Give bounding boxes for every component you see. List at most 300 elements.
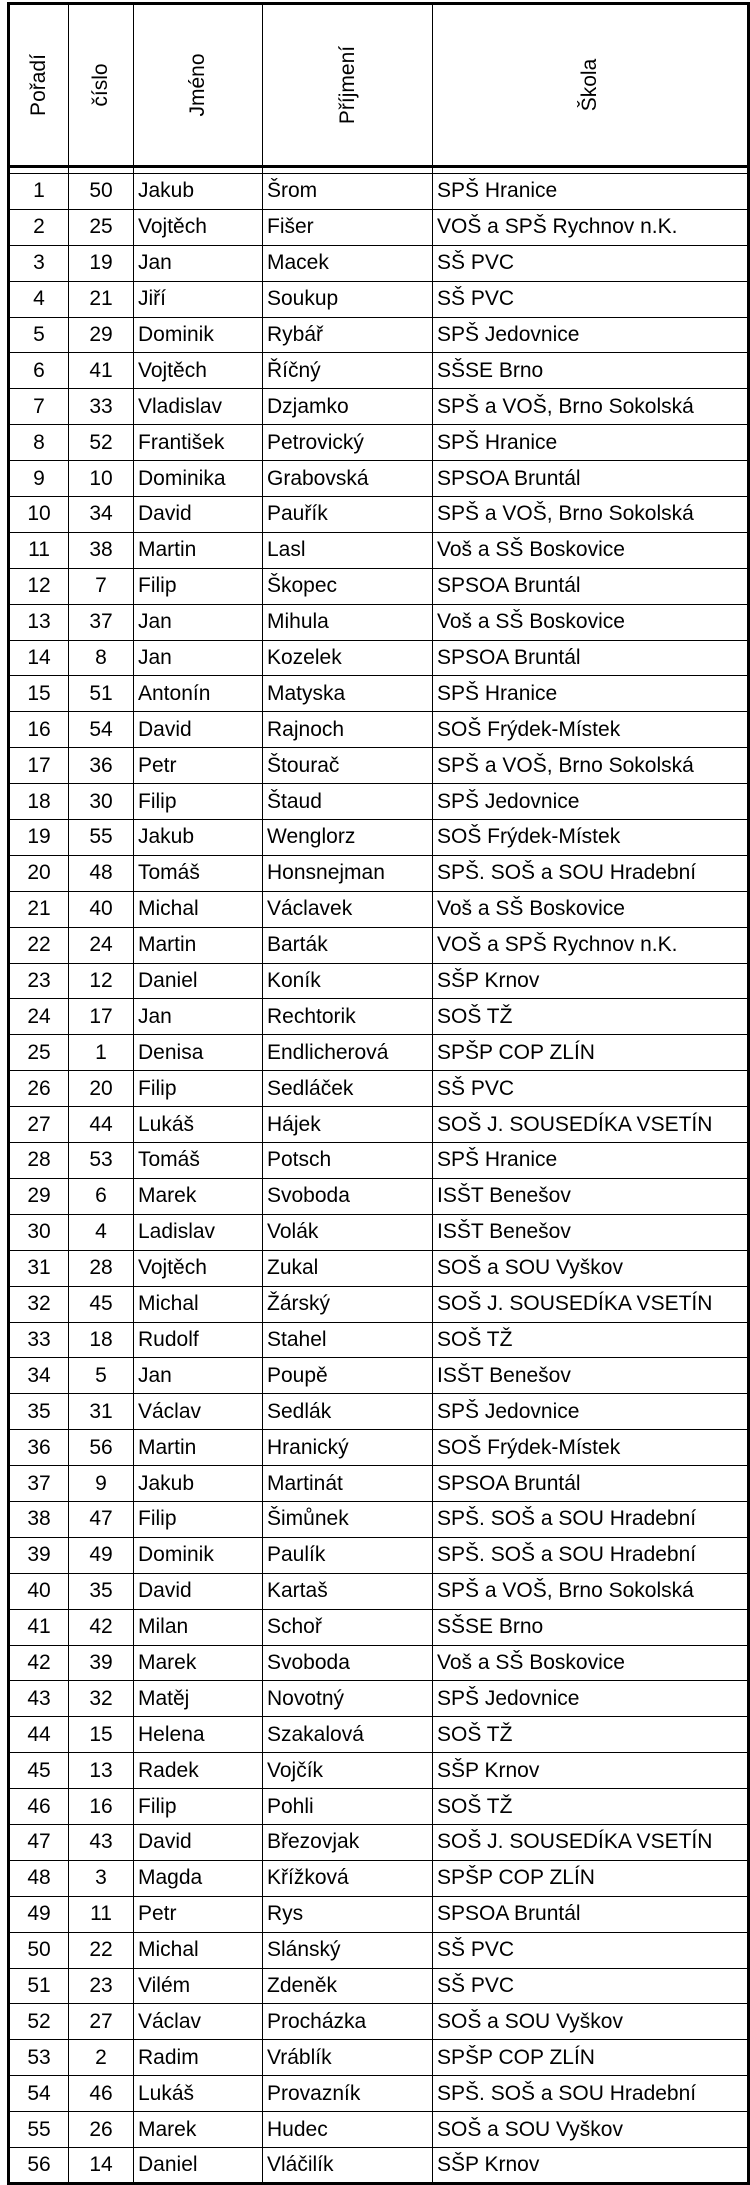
table-row bbox=[9, 1178, 749, 1214]
cell-last-name: Žárský bbox=[263, 1286, 433, 1322]
cell-rank: 11 bbox=[9, 532, 69, 568]
cell-school: SPŠ. SOŠ a SOU Hradební bbox=[433, 1501, 749, 1537]
cell-number: 16 bbox=[69, 1789, 134, 1825]
table-row bbox=[9, 568, 749, 604]
cell-number: 2 bbox=[69, 2040, 134, 2076]
cell-last-name: Svoboda bbox=[263, 1178, 433, 1214]
cell-number: 8 bbox=[69, 640, 134, 676]
cell-first-name: Jakub bbox=[134, 820, 263, 856]
table-row bbox=[9, 1824, 749, 1860]
cell-number: 1 bbox=[69, 1035, 134, 1071]
cell-last-name: Mihula bbox=[263, 604, 433, 640]
cell-rank: 6 bbox=[9, 353, 69, 389]
cell-school: SPŠ. SOŠ a SOU Hradební bbox=[433, 855, 749, 891]
cell-rank: 5 bbox=[9, 317, 69, 353]
cell-rank: 30 bbox=[9, 1214, 69, 1250]
cell-first-name: Lukáš bbox=[134, 1107, 263, 1143]
cell-last-name: Rybář bbox=[263, 317, 433, 353]
cell-last-name: Endlicherová bbox=[263, 1035, 433, 1071]
cell-number: 22 bbox=[69, 1932, 134, 1968]
cell-number: 55 bbox=[69, 820, 134, 856]
cell-last-name: Škopec bbox=[263, 568, 433, 604]
cell-rank: 7 bbox=[9, 389, 69, 425]
table-row bbox=[9, 1322, 749, 1358]
cell-rank: 13 bbox=[9, 604, 69, 640]
cell-last-name: Kozelek bbox=[263, 640, 433, 676]
cell-last-name: Novotný bbox=[263, 1681, 433, 1717]
cell-last-name: Soukup bbox=[263, 281, 433, 317]
cell-last-name: Schoř bbox=[263, 1609, 433, 1645]
table-row bbox=[9, 1573, 749, 1609]
cell-first-name: Filip bbox=[134, 1071, 263, 1107]
table-row bbox=[9, 640, 749, 676]
cell-number: 38 bbox=[69, 532, 134, 568]
cell-rank: 49 bbox=[9, 1896, 69, 1932]
cell-school: VOŠ a SPŠ Rychnov n.K. bbox=[433, 927, 749, 963]
cell-number: 23 bbox=[69, 1968, 134, 2004]
cell-first-name: Vladislav bbox=[134, 389, 263, 425]
table-row bbox=[9, 891, 749, 927]
cell-number: 5 bbox=[69, 1358, 134, 1394]
cell-school: SŠ PVC bbox=[433, 1968, 749, 2004]
table-row bbox=[9, 1107, 749, 1143]
cell-first-name: Marek bbox=[134, 2112, 263, 2148]
cell-number: 46 bbox=[69, 2076, 134, 2112]
table-row bbox=[9, 1286, 749, 1322]
table-row bbox=[9, 425, 749, 461]
cell-school: SOŠ J. SOUSEDÍKA VSETÍN bbox=[433, 1824, 749, 1860]
cell-first-name: Dominik bbox=[134, 317, 263, 353]
cell-school: SOŠ Frýdek-Místek bbox=[433, 1430, 749, 1466]
cell-school: SŠP Krnov bbox=[433, 963, 749, 999]
cell-first-name: Jan bbox=[134, 640, 263, 676]
cell-first-name: David bbox=[134, 497, 263, 533]
cell-last-name: Lasl bbox=[263, 532, 433, 568]
cell-rank: 51 bbox=[9, 1968, 69, 2004]
table-header bbox=[9, 4, 749, 167]
cell-last-name: Rajnoch bbox=[263, 712, 433, 748]
cell-rank: 32 bbox=[9, 1286, 69, 1322]
table-row bbox=[9, 855, 749, 891]
cell-last-name: Dzjamko bbox=[263, 389, 433, 425]
results-table bbox=[7, 2, 750, 2185]
table-row bbox=[9, 927, 749, 963]
cell-school: Voš a SŠ Boskovice bbox=[433, 1645, 749, 1681]
cell-number: 33 bbox=[69, 389, 134, 425]
cell-last-name: Potsch bbox=[263, 1143, 433, 1179]
cell-school: SOŠ TŽ bbox=[433, 999, 749, 1035]
cell-rank: 45 bbox=[9, 1753, 69, 1789]
cell-number: 24 bbox=[69, 927, 134, 963]
cell-last-name: Hájek bbox=[263, 1107, 433, 1143]
cell-last-name: Kartaš bbox=[263, 1573, 433, 1609]
cell-first-name: Rudolf bbox=[134, 1322, 263, 1358]
header-rank: Pořadí bbox=[9, 4, 69, 167]
cell-rank: 50 bbox=[9, 1932, 69, 1968]
cell-first-name: Antonín bbox=[134, 676, 263, 712]
table-row bbox=[9, 712, 749, 748]
cell-last-name: Václavek bbox=[263, 891, 433, 927]
cell-rank: 56 bbox=[9, 2147, 69, 2183]
cell-last-name: Sedlák bbox=[263, 1394, 433, 1430]
cell-first-name: Václav bbox=[134, 2004, 263, 2040]
table-row bbox=[9, 532, 749, 568]
cell-first-name: Denisa bbox=[134, 1035, 263, 1071]
cell-last-name: Šimůnek bbox=[263, 1501, 433, 1537]
spacer-row bbox=[9, 167, 749, 174]
cell-rank: 27 bbox=[9, 1107, 69, 1143]
cell-rank: 44 bbox=[9, 1717, 69, 1753]
cell-school: SPŠ. SOŠ a SOU Hradební bbox=[433, 1537, 749, 1573]
cell-rank: 52 bbox=[9, 2004, 69, 2040]
cell-school: SŠSE Brno bbox=[433, 1609, 749, 1645]
cell-last-name: Wenglorz bbox=[263, 820, 433, 856]
table-row bbox=[9, 389, 749, 425]
cell-last-name: Macek bbox=[263, 245, 433, 281]
cell-last-name: Vojčík bbox=[263, 1753, 433, 1789]
cell-number: 26 bbox=[69, 2112, 134, 2148]
cell-school: Voš a SŠ Boskovice bbox=[433, 532, 749, 568]
cell-first-name: Jan bbox=[134, 604, 263, 640]
cell-school: SOŠ J. SOUSEDÍKA VSETÍN bbox=[433, 1107, 749, 1143]
cell-first-name: Jan bbox=[134, 245, 263, 281]
cell-rank: 23 bbox=[9, 963, 69, 999]
cell-number: 37 bbox=[69, 604, 134, 640]
cell-first-name: František bbox=[134, 425, 263, 461]
cell-rank: 37 bbox=[9, 1466, 69, 1502]
cell-last-name: Zukal bbox=[263, 1250, 433, 1286]
cell-school: SŠP Krnov bbox=[433, 1753, 749, 1789]
cell-rank: 40 bbox=[9, 1573, 69, 1609]
cell-school: SPŠ a VOŠ, Brno Sokolská bbox=[433, 748, 749, 784]
cell-first-name: Marek bbox=[134, 1645, 263, 1681]
table-row bbox=[9, 1214, 749, 1250]
table-row bbox=[9, 209, 749, 245]
header-number: číslo bbox=[69, 4, 134, 167]
cell-number: 47 bbox=[69, 1501, 134, 1537]
cell-school: SOŠ Frýdek-Místek bbox=[433, 820, 749, 856]
cell-number: 17 bbox=[69, 999, 134, 1035]
cell-last-name: Poupě bbox=[263, 1358, 433, 1394]
cell-rank: 24 bbox=[9, 999, 69, 1035]
cell-number: 52 bbox=[69, 425, 134, 461]
table-row bbox=[9, 2076, 749, 2112]
table-row bbox=[9, 1430, 749, 1466]
cell-rank: 48 bbox=[9, 1860, 69, 1896]
cell-number: 7 bbox=[69, 568, 134, 604]
cell-first-name: Jakub bbox=[134, 1466, 263, 1502]
cell-last-name: Šrom bbox=[263, 174, 433, 210]
cell-rank: 21 bbox=[9, 891, 69, 927]
table-row bbox=[9, 1681, 749, 1717]
cell-school: SOŠ TŽ bbox=[433, 1717, 749, 1753]
table-row bbox=[9, 1250, 749, 1286]
table-row bbox=[9, 1753, 749, 1789]
cell-first-name: Vojtěch bbox=[134, 209, 263, 245]
cell-last-name: Štourač bbox=[263, 748, 433, 784]
cell-last-name: Svoboda bbox=[263, 1645, 433, 1681]
table-row bbox=[9, 963, 749, 999]
cell-first-name: Václav bbox=[134, 1394, 263, 1430]
cell-rank: 16 bbox=[9, 712, 69, 748]
cell-last-name: Grabovská bbox=[263, 461, 433, 497]
cell-first-name: Filip bbox=[134, 784, 263, 820]
cell-number: 56 bbox=[69, 1430, 134, 1466]
table-row bbox=[9, 281, 749, 317]
cell-number: 28 bbox=[69, 1250, 134, 1286]
cell-rank: 43 bbox=[9, 1681, 69, 1717]
cell-number: 14 bbox=[69, 2147, 134, 2183]
cell-number: 9 bbox=[69, 1466, 134, 1502]
cell-school: SPŠP COP ZLÍN bbox=[433, 2040, 749, 2076]
cell-rank: 39 bbox=[9, 1537, 69, 1573]
cell-number: 12 bbox=[69, 963, 134, 999]
cell-rank: 3 bbox=[9, 245, 69, 281]
table-row bbox=[9, 2112, 749, 2148]
cell-last-name: Barták bbox=[263, 927, 433, 963]
cell-number: 43 bbox=[69, 1824, 134, 1860]
cell-first-name: Radek bbox=[134, 1753, 263, 1789]
cell-school: SOŠ Frýdek-Místek bbox=[433, 712, 749, 748]
cell-rank: 34 bbox=[9, 1358, 69, 1394]
cell-last-name: Pohli bbox=[263, 1789, 433, 1825]
cell-rank: 31 bbox=[9, 1250, 69, 1286]
cell-rank: 9 bbox=[9, 461, 69, 497]
cell-school: SPŠP COP ZLÍN bbox=[433, 1860, 749, 1896]
cell-number: 40 bbox=[69, 891, 134, 927]
cell-last-name: Rechtorik bbox=[263, 999, 433, 1035]
table-row bbox=[9, 784, 749, 820]
table-row bbox=[9, 1466, 749, 1502]
cell-school: SPSOA Bruntál bbox=[433, 640, 749, 676]
header-school: Škola bbox=[433, 4, 749, 167]
cell-rank: 12 bbox=[9, 568, 69, 604]
cell-school: SOŠ J. SOUSEDÍKA VSETÍN bbox=[433, 1286, 749, 1322]
cell-school: SŠ PVC bbox=[433, 281, 749, 317]
cell-rank: 54 bbox=[9, 2076, 69, 2112]
cell-school: SPŠ a VOŠ, Brno Sokolská bbox=[433, 389, 749, 425]
cell-first-name: Petr bbox=[134, 1896, 263, 1932]
cell-school: SPŠ Jedovnice bbox=[433, 1394, 749, 1430]
cell-first-name: Daniel bbox=[134, 963, 263, 999]
cell-school: SŠSE Brno bbox=[433, 353, 749, 389]
cell-last-name: Provazník bbox=[263, 2076, 433, 2112]
header-last-name: Příjmení bbox=[263, 4, 433, 167]
cell-last-name: Petrovický bbox=[263, 425, 433, 461]
cell-last-name: Hudec bbox=[263, 2112, 433, 2148]
cell-rank: 10 bbox=[9, 497, 69, 533]
cell-last-name: Procházka bbox=[263, 2004, 433, 2040]
cell-first-name: Matěj bbox=[134, 1681, 263, 1717]
cell-number: 34 bbox=[69, 497, 134, 533]
cell-first-name: Dominika bbox=[134, 461, 263, 497]
header-row bbox=[9, 4, 749, 167]
table-row bbox=[9, 1537, 749, 1573]
cell-number: 21 bbox=[69, 281, 134, 317]
cell-number: 32 bbox=[69, 1681, 134, 1717]
table-row bbox=[9, 353, 749, 389]
table-row bbox=[9, 1071, 749, 1107]
table-row bbox=[9, 1645, 749, 1681]
cell-rank: 2 bbox=[9, 209, 69, 245]
cell-school: SPŠP COP ZLÍN bbox=[433, 1035, 749, 1071]
cell-number: 29 bbox=[69, 317, 134, 353]
cell-rank: 15 bbox=[9, 676, 69, 712]
cell-first-name: Petr bbox=[134, 748, 263, 784]
cell-first-name: Tomáš bbox=[134, 1143, 263, 1179]
cell-first-name: Martin bbox=[134, 532, 263, 568]
cell-last-name: Březovjak bbox=[263, 1824, 433, 1860]
cell-first-name: Jan bbox=[134, 999, 263, 1035]
table-row bbox=[9, 1609, 749, 1645]
cell-rank: 41 bbox=[9, 1609, 69, 1645]
cell-first-name: Ladislav bbox=[134, 1214, 263, 1250]
cell-last-name: Hranický bbox=[263, 1430, 433, 1466]
cell-first-name: Vilém bbox=[134, 1968, 263, 2004]
cell-school: SPŠ Jedovnice bbox=[433, 317, 749, 353]
cell-last-name: Štaud bbox=[263, 784, 433, 820]
cell-last-name: Fišer bbox=[263, 209, 433, 245]
header-first-name: Jméno bbox=[134, 4, 263, 167]
cell-last-name: Zdeněk bbox=[263, 1968, 433, 2004]
cell-school: SPSOA Bruntál bbox=[433, 568, 749, 604]
cell-first-name: David bbox=[134, 1824, 263, 1860]
cell-school: SPŠ Jedovnice bbox=[433, 784, 749, 820]
table-row bbox=[9, 1358, 749, 1394]
cell-school: SPŠ Hranice bbox=[433, 676, 749, 712]
cell-rank: 46 bbox=[9, 1789, 69, 1825]
cell-first-name: Tomáš bbox=[134, 855, 263, 891]
cell-school: Voš a SŠ Boskovice bbox=[433, 604, 749, 640]
cell-rank: 53 bbox=[9, 2040, 69, 2076]
cell-number: 4 bbox=[69, 1214, 134, 1250]
table-row bbox=[9, 1860, 749, 1896]
cell-first-name: Martin bbox=[134, 927, 263, 963]
cell-number: 25 bbox=[69, 209, 134, 245]
cell-school: SPŠ Hranice bbox=[433, 1143, 749, 1179]
table-row bbox=[9, 1143, 749, 1179]
table-row bbox=[9, 2040, 749, 2076]
cell-number: 3 bbox=[69, 1860, 134, 1896]
cell-number: 36 bbox=[69, 748, 134, 784]
cell-rank: 42 bbox=[9, 1645, 69, 1681]
table-row bbox=[9, 2147, 749, 2183]
cell-last-name: Szakalová bbox=[263, 1717, 433, 1753]
cell-school: SŠ PVC bbox=[433, 245, 749, 281]
table-row bbox=[9, 676, 749, 712]
table-row bbox=[9, 820, 749, 856]
table-body bbox=[9, 167, 749, 2184]
cell-school: ISŠT Benešov bbox=[433, 1214, 749, 1250]
cell-school: SPŠ Hranice bbox=[433, 425, 749, 461]
cell-first-name: Jan bbox=[134, 1358, 263, 1394]
cell-first-name: David bbox=[134, 712, 263, 748]
cell-school: SOŠ a SOU Vyškov bbox=[433, 2004, 749, 2040]
cell-number: 39 bbox=[69, 1645, 134, 1681]
cell-school: VOŠ a SPŠ Rychnov n.K. bbox=[433, 209, 749, 245]
cell-last-name: Honsnejman bbox=[263, 855, 433, 891]
table-row bbox=[9, 1896, 749, 1932]
cell-number: 31 bbox=[69, 1394, 134, 1430]
table-row bbox=[9, 1035, 749, 1071]
cell-rank: 1 bbox=[9, 174, 69, 210]
cell-rank: 18 bbox=[9, 784, 69, 820]
cell-rank: 19 bbox=[9, 820, 69, 856]
table-row bbox=[9, 604, 749, 640]
cell-first-name: Michal bbox=[134, 891, 263, 927]
table-row bbox=[9, 1932, 749, 1968]
cell-rank: 35 bbox=[9, 1394, 69, 1430]
cell-last-name: Volák bbox=[263, 1214, 433, 1250]
cell-number: 18 bbox=[69, 1322, 134, 1358]
cell-school: SPŠ. SOŠ a SOU Hradební bbox=[433, 2076, 749, 2112]
cell-rank: 20 bbox=[9, 855, 69, 891]
cell-number: 48 bbox=[69, 855, 134, 891]
table-row bbox=[9, 1968, 749, 2004]
table-row bbox=[9, 2004, 749, 2040]
cell-school: SPŠ Jedovnice bbox=[433, 1681, 749, 1717]
cell-rank: 17 bbox=[9, 748, 69, 784]
cell-school: SPSOA Bruntál bbox=[433, 461, 749, 497]
cell-first-name: Filip bbox=[134, 1789, 263, 1825]
cell-last-name: Sedláček bbox=[263, 1071, 433, 1107]
cell-rank: 4 bbox=[9, 281, 69, 317]
cell-school: SŠ PVC bbox=[433, 1071, 749, 1107]
cell-number: 50 bbox=[69, 174, 134, 210]
cell-number: 19 bbox=[69, 245, 134, 281]
cell-last-name: Vláčilík bbox=[263, 2147, 433, 2183]
cell-school: SOŠ a SOU Vyškov bbox=[433, 2112, 749, 2148]
cell-number: 30 bbox=[69, 784, 134, 820]
cell-first-name: Milan bbox=[134, 1609, 263, 1645]
cell-school: Voš a SŠ Boskovice bbox=[433, 891, 749, 927]
cell-first-name: Filip bbox=[134, 568, 263, 604]
cell-rank: 33 bbox=[9, 1322, 69, 1358]
cell-number: 35 bbox=[69, 1573, 134, 1609]
cell-last-name: Slánský bbox=[263, 1932, 433, 1968]
cell-first-name: Radim bbox=[134, 2040, 263, 2076]
cell-rank: 36 bbox=[9, 1430, 69, 1466]
cell-rank: 26 bbox=[9, 1071, 69, 1107]
cell-last-name: Stahel bbox=[263, 1322, 433, 1358]
cell-rank: 38 bbox=[9, 1501, 69, 1537]
cell-number: 10 bbox=[69, 461, 134, 497]
cell-first-name: Jakub bbox=[134, 174, 263, 210]
cell-first-name: Michal bbox=[134, 1932, 263, 1968]
cell-first-name: Lukáš bbox=[134, 2076, 263, 2112]
cell-first-name: Michal bbox=[134, 1286, 263, 1322]
cell-number: 45 bbox=[69, 1286, 134, 1322]
cell-last-name: Křížková bbox=[263, 1860, 433, 1896]
cell-first-name: Marek bbox=[134, 1178, 263, 1214]
cell-school: SOŠ a SOU Vyškov bbox=[433, 1250, 749, 1286]
cell-number: 11 bbox=[69, 1896, 134, 1932]
table-row bbox=[9, 1717, 749, 1753]
cell-last-name: Rys bbox=[263, 1896, 433, 1932]
table-row bbox=[9, 317, 749, 353]
cell-number: 54 bbox=[69, 712, 134, 748]
cell-school: SPŠ a VOŠ, Brno Sokolská bbox=[433, 1573, 749, 1609]
cell-rank: 29 bbox=[9, 1178, 69, 1214]
cell-first-name: Magda bbox=[134, 1860, 263, 1896]
cell-school: SŠP Krnov bbox=[433, 2147, 749, 2183]
cell-first-name: David bbox=[134, 1573, 263, 1609]
cell-number: 15 bbox=[69, 1717, 134, 1753]
table-row bbox=[9, 1501, 749, 1537]
cell-last-name: Matyska bbox=[263, 676, 433, 712]
table-row bbox=[9, 999, 749, 1035]
cell-number: 44 bbox=[69, 1107, 134, 1143]
